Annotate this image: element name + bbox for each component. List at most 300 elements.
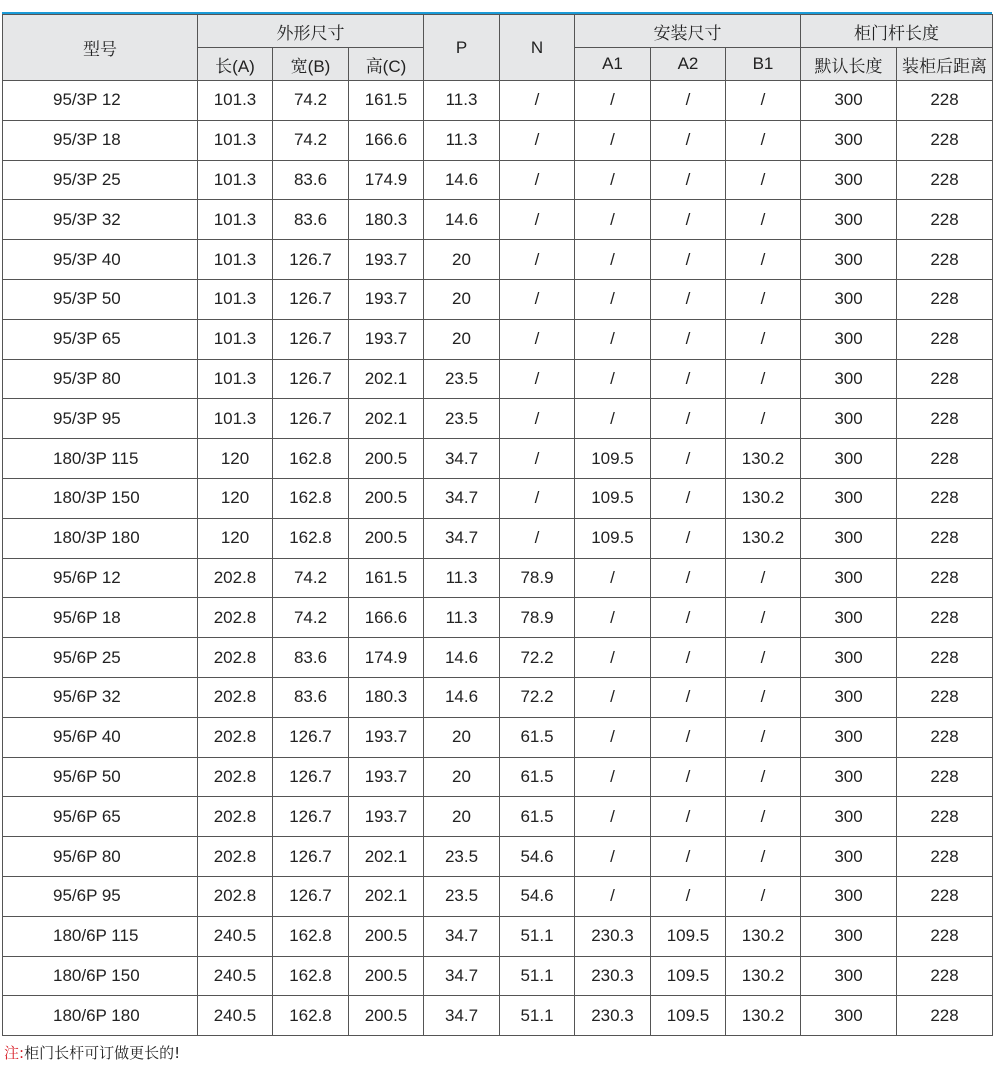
cell-a1: / (575, 399, 651, 439)
cell-a2: 109.5 (651, 996, 726, 1036)
cell-width-b: 83.6 (273, 160, 349, 200)
cell-b1: / (726, 638, 801, 678)
cell-a2: / (651, 160, 726, 200)
cell-height-c: 193.7 (349, 279, 424, 319)
cell-height-c: 193.7 (349, 717, 424, 757)
cell-default-length: 300 (801, 837, 897, 877)
cell-model: 180/3P 115 (3, 439, 198, 479)
cell-p: 34.7 (424, 518, 500, 558)
cell-b1: / (726, 797, 801, 837)
cell-a1: 230.3 (575, 916, 651, 956)
cell-height-c: 200.5 (349, 916, 424, 956)
table-row (3, 638, 993, 678)
header-install-dimensions: 安装尺寸 (575, 15, 801, 48)
cell-length-a: 120 (198, 439, 273, 479)
cell-model: 95/3P 95 (3, 399, 198, 439)
cell-n: / (500, 81, 575, 121)
table-row (3, 837, 993, 877)
cell-n: / (500, 359, 575, 399)
cell-p: 34.7 (424, 956, 500, 996)
cell-b1: / (726, 120, 801, 160)
cell-length-a: 202.8 (198, 638, 273, 678)
cell-installed-distance: 228 (897, 81, 993, 121)
cell-default-length: 300 (801, 319, 897, 359)
cell-p: 14.6 (424, 638, 500, 678)
cell-a2: / (651, 876, 726, 916)
cell-height-c: 193.7 (349, 319, 424, 359)
cell-p: 20 (424, 279, 500, 319)
cell-default-length: 300 (801, 956, 897, 996)
cell-installed-distance: 228 (897, 240, 993, 280)
cell-model: 95/6P 32 (3, 677, 198, 717)
cell-a1: / (575, 876, 651, 916)
cell-a1: / (575, 81, 651, 121)
cell-a2: / (651, 319, 726, 359)
cell-p: 23.5 (424, 876, 500, 916)
header-n: N (500, 15, 575, 81)
cell-default-length: 300 (801, 478, 897, 518)
cell-length-a: 101.3 (198, 399, 273, 439)
cell-model: 95/3P 50 (3, 279, 198, 319)
cell-b1: 130.2 (726, 439, 801, 479)
table-row (3, 279, 993, 319)
cell-n: / (500, 478, 575, 518)
cell-height-c: 202.1 (349, 876, 424, 916)
cell-a2: / (651, 120, 726, 160)
cell-installed-distance: 228 (897, 279, 993, 319)
cell-width-b: 126.7 (273, 876, 349, 916)
cell-length-a: 202.8 (198, 837, 273, 877)
cell-p: 34.7 (424, 478, 500, 518)
cell-length-a: 101.3 (198, 279, 273, 319)
cell-model: 95/3P 18 (3, 120, 198, 160)
cell-model: 95/3P 65 (3, 319, 198, 359)
table-row (3, 319, 993, 359)
table-row (3, 916, 993, 956)
header-b1: B1 (726, 48, 801, 81)
cell-p: 14.6 (424, 200, 500, 240)
cell-height-c: 193.7 (349, 797, 424, 837)
cell-height-c: 202.1 (349, 359, 424, 399)
cell-b1: / (726, 81, 801, 121)
cell-a1: 109.5 (575, 439, 651, 479)
cell-a2: / (651, 558, 726, 598)
cell-installed-distance: 228 (897, 160, 993, 200)
header-outer-dimensions: 外形尺寸 (198, 15, 424, 48)
cell-a2: / (651, 797, 726, 837)
cell-height-c: 200.5 (349, 518, 424, 558)
cell-p: 11.3 (424, 81, 500, 121)
table-row (3, 240, 993, 280)
cell-height-c: 166.6 (349, 598, 424, 638)
cell-model: 95/6P 40 (3, 717, 198, 757)
cell-installed-distance: 228 (897, 120, 993, 160)
cell-width-b: 162.8 (273, 518, 349, 558)
cell-length-a: 202.8 (198, 717, 273, 757)
cell-default-length: 300 (801, 876, 897, 916)
cell-a1: / (575, 558, 651, 598)
cell-installed-distance: 228 (897, 757, 993, 797)
table-row (3, 558, 993, 598)
header-width-b: 宽(B) (273, 48, 349, 81)
cell-installed-distance: 228 (897, 359, 993, 399)
cell-height-c: 161.5 (349, 81, 424, 121)
cell-p: 20 (424, 717, 500, 757)
cell-a1: / (575, 717, 651, 757)
cell-default-length: 300 (801, 598, 897, 638)
cell-length-a: 101.3 (198, 81, 273, 121)
cell-n: 78.9 (500, 558, 575, 598)
cell-a1: / (575, 359, 651, 399)
cell-model: 180/6P 150 (3, 956, 198, 996)
cell-model: 95/3P 12 (3, 81, 198, 121)
cell-length-a: 202.8 (198, 797, 273, 837)
cell-model: 95/3P 80 (3, 359, 198, 399)
table-row (3, 797, 993, 837)
dimension-spec-table (2, 14, 993, 1036)
cell-default-length: 300 (801, 279, 897, 319)
cell-a2: / (651, 439, 726, 479)
cell-b1: 130.2 (726, 518, 801, 558)
cell-n: 72.2 (500, 677, 575, 717)
cell-default-length: 300 (801, 717, 897, 757)
cell-a2: / (651, 81, 726, 121)
cell-length-a: 101.3 (198, 240, 273, 280)
cell-default-length: 300 (801, 359, 897, 399)
cell-default-length: 300 (801, 200, 897, 240)
cell-n: / (500, 319, 575, 359)
cell-installed-distance: 228 (897, 797, 993, 837)
cell-p: 14.6 (424, 160, 500, 200)
table-row (3, 359, 993, 399)
table-row (3, 200, 993, 240)
cell-n: / (500, 399, 575, 439)
cell-model: 95/6P 95 (3, 876, 198, 916)
cell-width-b: 126.7 (273, 757, 349, 797)
cell-n: 78.9 (500, 598, 575, 638)
cell-a1: / (575, 120, 651, 160)
header-model: 型号 (3, 15, 198, 81)
cell-b1: / (726, 677, 801, 717)
cell-a2: / (651, 837, 726, 877)
cell-n: 61.5 (500, 757, 575, 797)
cell-a2: / (651, 240, 726, 280)
table-row (3, 717, 993, 757)
cell-width-b: 126.7 (273, 359, 349, 399)
cell-p: 11.3 (424, 598, 500, 638)
cell-p: 20 (424, 240, 500, 280)
cell-installed-distance: 228 (897, 717, 993, 757)
table-row (3, 677, 993, 717)
cell-default-length: 300 (801, 638, 897, 678)
cell-installed-distance: 228 (897, 916, 993, 956)
cell-a2: / (651, 359, 726, 399)
cell-a1: / (575, 837, 651, 877)
cell-b1: / (726, 200, 801, 240)
cell-a1: 230.3 (575, 956, 651, 996)
cell-b1: / (726, 558, 801, 598)
cell-model: 180/3P 180 (3, 518, 198, 558)
cell-length-a: 101.3 (198, 160, 273, 200)
cell-installed-distance: 228 (897, 200, 993, 240)
cell-a2: / (651, 677, 726, 717)
cell-installed-distance: 228 (897, 956, 993, 996)
cell-a1: 230.3 (575, 996, 651, 1036)
cell-model: 180/3P 150 (3, 478, 198, 518)
cell-length-a: 202.8 (198, 558, 273, 598)
cell-default-length: 300 (801, 757, 897, 797)
cell-n: 51.1 (500, 916, 575, 956)
cell-a2: 109.5 (651, 956, 726, 996)
cell-height-c: 180.3 (349, 200, 424, 240)
cell-b1: / (726, 837, 801, 877)
cell-width-b: 162.8 (273, 956, 349, 996)
cell-installed-distance: 228 (897, 876, 993, 916)
cell-length-a: 240.5 (198, 996, 273, 1036)
header-default-length: 默认长度 (801, 48, 897, 81)
cell-height-c: 193.7 (349, 757, 424, 797)
cell-n: 72.2 (500, 638, 575, 678)
cell-width-b: 162.8 (273, 478, 349, 518)
cell-width-b: 162.8 (273, 916, 349, 956)
cell-a1: / (575, 319, 651, 359)
cell-n: 61.5 (500, 717, 575, 757)
header-a1: A1 (575, 48, 651, 81)
cell-default-length: 300 (801, 916, 897, 956)
cell-length-a: 101.3 (198, 319, 273, 359)
cell-b1: / (726, 240, 801, 280)
cell-n: / (500, 200, 575, 240)
cell-b1: / (726, 319, 801, 359)
cell-width-b: 126.7 (273, 399, 349, 439)
cell-model: 180/6P 180 (3, 996, 198, 1036)
cell-height-c: 180.3 (349, 677, 424, 717)
cell-height-c: 200.5 (349, 439, 424, 479)
cell-height-c: 202.1 (349, 399, 424, 439)
cell-b1: / (726, 160, 801, 200)
cell-p: 23.5 (424, 837, 500, 877)
cell-default-length: 300 (801, 439, 897, 479)
header-height-c: 高(C) (349, 48, 424, 81)
cell-installed-distance: 228 (897, 837, 993, 877)
cell-p: 23.5 (424, 359, 500, 399)
cell-b1: / (726, 598, 801, 638)
header-a2: A2 (651, 48, 726, 81)
cell-a1: / (575, 279, 651, 319)
cell-installed-distance: 228 (897, 399, 993, 439)
cell-model: 95/6P 18 (3, 598, 198, 638)
header-door-rod-length: 柜门杆长度 (801, 15, 993, 48)
cell-b1: / (726, 399, 801, 439)
cell-a2: / (651, 399, 726, 439)
cell-height-c: 166.6 (349, 120, 424, 160)
cell-length-a: 202.8 (198, 876, 273, 916)
cell-a1: / (575, 757, 651, 797)
table-body (3, 81, 993, 1036)
cell-b1: / (726, 359, 801, 399)
cell-width-b: 162.8 (273, 996, 349, 1036)
cell-p: 11.3 (424, 120, 500, 160)
cell-installed-distance: 228 (897, 319, 993, 359)
cell-a2: / (651, 518, 726, 558)
header-length-a: 长(A) (198, 48, 273, 81)
cell-n: 54.6 (500, 876, 575, 916)
table-row (3, 478, 993, 518)
cell-a1: / (575, 598, 651, 638)
footnote-text: 柜门长杆可订做更长的! (24, 1044, 181, 1062)
cell-width-b: 126.7 (273, 279, 349, 319)
cell-a1: / (575, 638, 651, 678)
cell-model: 95/6P 12 (3, 558, 198, 598)
cell-n: / (500, 120, 575, 160)
cell-width-b: 74.2 (273, 558, 349, 598)
cell-a2: / (651, 279, 726, 319)
header-installed-distance: 装柜后距离 (897, 48, 993, 81)
cell-default-length: 300 (801, 797, 897, 837)
cell-width-b: 83.6 (273, 638, 349, 678)
cell-width-b: 126.7 (273, 319, 349, 359)
cell-installed-distance: 228 (897, 518, 993, 558)
cell-p: 14.6 (424, 677, 500, 717)
cell-length-a: 120 (198, 518, 273, 558)
cell-default-length: 300 (801, 160, 897, 200)
cell-installed-distance: 228 (897, 478, 993, 518)
table-row (3, 439, 993, 479)
cell-length-a: 202.8 (198, 598, 273, 638)
table-row (3, 956, 993, 996)
cell-p: 23.5 (424, 399, 500, 439)
table-row (3, 399, 993, 439)
cell-n: / (500, 240, 575, 280)
cell-p: 11.3 (424, 558, 500, 598)
cell-model: 95/6P 25 (3, 638, 198, 678)
cell-p: 34.7 (424, 916, 500, 956)
cell-p: 34.7 (424, 996, 500, 1036)
table-row (3, 518, 993, 558)
table-row (3, 598, 993, 638)
cell-n: / (500, 518, 575, 558)
cell-p: 20 (424, 757, 500, 797)
cell-n: 51.1 (500, 956, 575, 996)
cell-installed-distance: 228 (897, 598, 993, 638)
cell-b1: 130.2 (726, 478, 801, 518)
cell-p: 34.7 (424, 439, 500, 479)
cell-length-a: 101.3 (198, 359, 273, 399)
cell-installed-distance: 228 (897, 558, 993, 598)
cell-a2: / (651, 478, 726, 518)
footnote-prefix: 注: (4, 1044, 25, 1062)
header-p: P (424, 15, 500, 81)
cell-b1: / (726, 757, 801, 797)
cell-width-b: 126.7 (273, 240, 349, 280)
cell-b1: / (726, 717, 801, 757)
cell-width-b: 74.2 (273, 120, 349, 160)
cell-default-length: 300 (801, 120, 897, 160)
cell-a2: 109.5 (651, 916, 726, 956)
cell-default-length: 300 (801, 399, 897, 439)
cell-length-a: 202.8 (198, 677, 273, 717)
cell-height-c: 193.7 (349, 240, 424, 280)
cell-model: 95/6P 65 (3, 797, 198, 837)
footnote (4, 1042, 180, 1063)
cell-a2: / (651, 638, 726, 678)
cell-a1: / (575, 160, 651, 200)
cell-model: 95/3P 32 (3, 200, 198, 240)
table-row (3, 876, 993, 916)
cell-length-a: 202.8 (198, 757, 273, 797)
cell-b1: 130.2 (726, 996, 801, 1036)
cell-a2: / (651, 598, 726, 638)
cell-model: 95/3P 40 (3, 240, 198, 280)
cell-length-a: 240.5 (198, 916, 273, 956)
cell-height-c: 200.5 (349, 956, 424, 996)
cell-installed-distance: 228 (897, 677, 993, 717)
cell-model: 95/3P 25 (3, 160, 198, 200)
cell-length-a: 101.3 (198, 200, 273, 240)
cell-height-c: 200.5 (349, 478, 424, 518)
cell-width-b: 126.7 (273, 837, 349, 877)
cell-a2: / (651, 200, 726, 240)
cell-model: 180/6P 115 (3, 916, 198, 956)
cell-n: 61.5 (500, 797, 575, 837)
cell-default-length: 300 (801, 558, 897, 598)
table-row (3, 160, 993, 200)
table-row (3, 120, 993, 160)
cell-b1: 130.2 (726, 916, 801, 956)
table-row (3, 996, 993, 1036)
cell-default-length: 300 (801, 518, 897, 558)
cell-b1: / (726, 876, 801, 916)
cell-a1: 109.5 (575, 518, 651, 558)
cell-width-b: 83.6 (273, 200, 349, 240)
cell-height-c: 174.9 (349, 160, 424, 200)
cell-length-a: 120 (198, 478, 273, 518)
cell-a2: / (651, 757, 726, 797)
cell-b1: / (726, 279, 801, 319)
cell-height-c: 161.5 (349, 558, 424, 598)
cell-a2: / (651, 717, 726, 757)
cell-a1: / (575, 200, 651, 240)
cell-n: / (500, 279, 575, 319)
cell-default-length: 300 (801, 81, 897, 121)
cell-n: 54.6 (500, 837, 575, 877)
table-row (3, 757, 993, 797)
cell-width-b: 162.8 (273, 439, 349, 479)
cell-installed-distance: 228 (897, 996, 993, 1036)
cell-length-a: 101.3 (198, 120, 273, 160)
cell-default-length: 300 (801, 240, 897, 280)
cell-width-b: 126.7 (273, 717, 349, 757)
cell-a1: / (575, 677, 651, 717)
cell-default-length: 300 (801, 996, 897, 1036)
cell-installed-distance: 228 (897, 638, 993, 678)
cell-width-b: 126.7 (273, 797, 349, 837)
cell-n: / (500, 439, 575, 479)
cell-b1: 130.2 (726, 956, 801, 996)
cell-n: 51.1 (500, 996, 575, 1036)
cell-a1: 109.5 (575, 478, 651, 518)
cell-default-length: 300 (801, 677, 897, 717)
cell-n: / (500, 160, 575, 200)
cell-model: 95/6P 80 (3, 837, 198, 877)
table-header (3, 15, 993, 81)
cell-width-b: 74.2 (273, 81, 349, 121)
cell-height-c: 174.9 (349, 638, 424, 678)
cell-width-b: 83.6 (273, 677, 349, 717)
cell-model: 95/6P 50 (3, 757, 198, 797)
table-row (3, 81, 993, 121)
cell-installed-distance: 228 (897, 439, 993, 479)
